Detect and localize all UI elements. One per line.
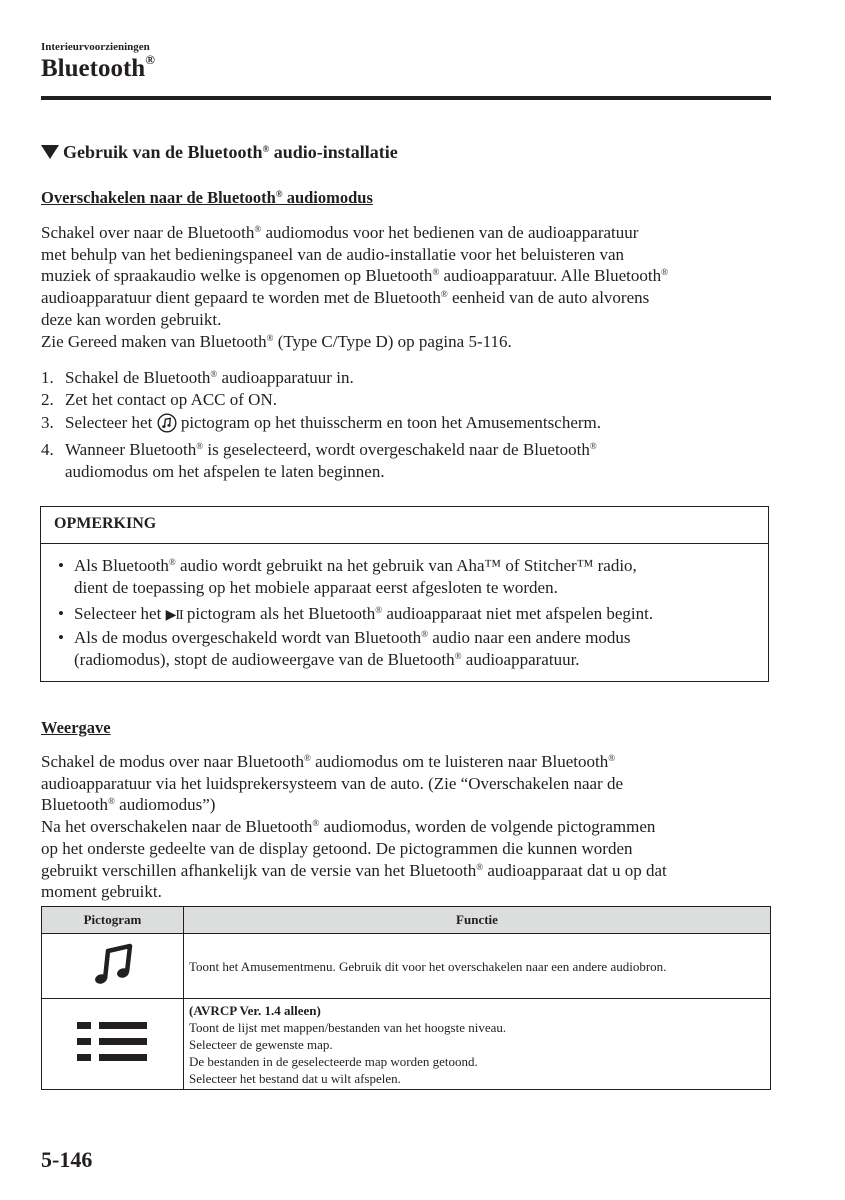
text: audiomodus voor het bedienen van de audioapparatuur	[261, 223, 639, 242]
note-header	[41, 507, 768, 544]
table-row	[42, 999, 771, 1090]
table-desc-cell	[184, 934, 771, 999]
note-title: OPMERKING	[54, 515, 157, 532]
text: (Type C/Type D) op pagina 5-116.	[273, 331, 512, 351]
text: Zie Gereed maken van Bluetooth	[41, 331, 267, 351]
paragraph-line	[41, 309, 668, 331]
text: audioapparatuur in.	[217, 368, 354, 387]
section-heading	[41, 142, 398, 163]
note-item-continuation: dient de toepassing op het mobiele apparaat eerst afgesloten te worden.	[74, 577, 558, 597]
table-row	[42, 934, 771, 999]
desc-line-bold: (AVRCP Ver. 1.4 alleen)	[189, 1002, 321, 1018]
paragraph-line: muziek of spraakaudio welke is opgenomen op Bluetooth® audioapparatuur. Alle Bluetooth®	[41, 266, 668, 286]
text: audioapparatuur dient gepaard te worden met de Bluetooth	[41, 288, 441, 308]
subheading-switch	[41, 188, 373, 208]
note-box	[40, 506, 769, 682]
text: audioapparatuur.	[461, 649, 580, 669]
text: audioapparatuur. Alle Bluetooth	[439, 266, 662, 286]
text: audioapparaat dat u op dat	[483, 860, 667, 880]
text: audiomodus om te luisteren naar Bluetooth	[310, 752, 609, 771]
page-number: 5-146	[41, 1147, 93, 1172]
note-item: • Selecteer het ▶II pictogram als het Bluetooth® audioapparaat niet met afspelen begint.	[58, 604, 654, 624]
text: Selecteer het	[74, 604, 166, 624]
text: Schakel de Bluetooth	[65, 368, 211, 387]
text: pictogram op het thuisscherm en toon het Amusementscherm.	[176, 413, 601, 433]
text: Als Bluetooth	[74, 556, 169, 575]
list-item: 1. Schakel de Bluetooth® audioapparatuur in.	[41, 368, 354, 387]
registered-mark: ®	[275, 189, 283, 199]
paragraph-line: Schakel over naar de Bluetooth® audiomodus voor het bedienen van de audioapparatuur	[41, 223, 639, 242]
text: moment gebruikt.	[41, 882, 162, 902]
subheading-post: audiomodus	[282, 188, 373, 207]
text: Schakel over naar de Bluetooth	[41, 223, 255, 242]
desc-line: Selecteer de gewenste map.	[189, 1036, 333, 1052]
table-icon-cell	[42, 934, 184, 999]
table-icon-cell	[42, 999, 184, 1090]
title-rule	[41, 96, 771, 100]
list-item	[41, 412, 601, 439]
text: Wanneer Bluetooth	[65, 440, 197, 460]
text: Als de modus overgeschakeld wordt van Bluetooth	[74, 628, 422, 648]
paragraph-line	[41, 244, 668, 266]
desc-line: Toont het Amusementmenu. Gebruik dit voor het overschakelen naar een andere audiobron.	[189, 958, 667, 974]
list-icon	[77, 1019, 149, 1065]
text: Bluetooth	[41, 795, 109, 815]
text: deze kan worden gebruikt.	[41, 309, 222, 329]
paragraph-line: Zie Gereed maken van Bluetooth® (Type C/Type D) op pagina 5-116.	[41, 331, 512, 351]
section-label: Interieurvoorzieningen	[41, 41, 150, 53]
step-number: 2.	[41, 389, 54, 409]
list-item-continuation: audiomodus om het afspelen te laten beginnen.	[65, 461, 385, 481]
text: pictogram als het Bluetooth	[182, 604, 376, 624]
subheading-playback: Weergave	[41, 718, 111, 737]
page-title-text: Bluetooth	[41, 55, 146, 82]
page-title	[41, 52, 155, 83]
list-item	[41, 389, 601, 411]
bullet: •	[58, 604, 64, 624]
subheading-pre: Overschakelen naar de Bluetooth	[41, 188, 276, 207]
step-number: 3.	[41, 413, 54, 433]
text: audio wordt gebruikt na het gebruik van Aha™ of Stitcher™ radio,	[175, 556, 637, 575]
triangle-bullet-icon	[41, 145, 59, 159]
note-item: • Als de modus overgeschakeld wordt van Bluetooth® audio naar een andere modus	[58, 628, 631, 648]
paragraph-line	[41, 838, 667, 860]
bullet: •	[58, 556, 64, 575]
text: op het onderste gedeelte van de display getoond. De pictogrammen die kunnen worden	[41, 838, 633, 858]
column-header: Pictogram	[42, 907, 184, 934]
paragraph-line	[41, 881, 667, 903]
heading-pre: Gebruik van de Bluetooth	[63, 142, 263, 162]
heading-post: audio-installatie	[269, 142, 398, 162]
steps-list	[41, 367, 601, 483]
playback-paragraph	[41, 751, 667, 903]
text: is geselecteerd, wordt overgeschakeld naar de Bluetooth	[203, 440, 590, 460]
music-note-icon	[88, 939, 138, 989]
text: audio naar een andere modus	[428, 628, 631, 648]
paragraph-line: audioapparatuur dient gepaard te worden met de Bluetooth® eenheid van de auto alvorens	[41, 288, 650, 308]
list-item: 4. Wanneer Bluetooth® is geselecteerd, wordt overgeschakeld naar de Bluetooth®	[41, 440, 597, 460]
desc-line: De bestanden in de geselecteerde map worden getoond.	[189, 1053, 478, 1069]
text: audioapparatuur via het luidsprekersysteem van de auto. (Zie “Overschakelen naar de	[41, 773, 624, 793]
text: Zet het contact op ACC of ON.	[65, 389, 277, 409]
table-desc-cell	[184, 999, 771, 1090]
note-item: • Als Bluetooth® audio wordt gebruikt na het gebruik van Aha™ of Stitcher™ radio,	[58, 556, 637, 575]
text: audiomodus, worden de volgende pictogrammen	[319, 817, 656, 837]
paragraph-line	[41, 773, 667, 795]
text: Selecteer het	[65, 413, 157, 433]
text: Schakel de modus over naar Bluetooth	[41, 752, 304, 771]
paragraph-line: Schakel de modus over naar Bluetooth® audiomodus om te luisteren naar Bluetooth®	[41, 752, 616, 771]
text: audiomodus”)	[114, 795, 216, 815]
paragraph-line: gebruikt verschillen afhankelijk van de versie van het Bluetooth® audioapparaat dat u op dat	[41, 860, 667, 880]
text: audioapparaat niet met afspelen begint.	[382, 604, 654, 624]
desc-line: Toont de lijst met mappen/bestanden van het hoogste niveau.	[189, 1019, 507, 1035]
registered-mark: ®	[145, 52, 155, 67]
note-item-continuation: (radiomodus), stopt de audioweergave van de Bluetooth® audioapparatuur.	[74, 649, 580, 669]
play-pause-icon: ▶II	[165, 608, 183, 624]
desc-line: Selecteer het bestand dat u wilt afspelen.	[189, 1070, 401, 1086]
icon-table	[41, 906, 771, 1090]
text: muziek of spraakaudio welke is opgenomen op Bluetooth	[41, 266, 433, 286]
switch-paragraph	[41, 222, 668, 352]
music-note-circle-icon	[157, 413, 177, 439]
text: (radiomodus), stopt de audioweergave van de Bluetooth	[74, 649, 455, 669]
paragraph-line: Na het overschakelen naar de Bluetooth® audiomodus, worden de volgende pictogrammen	[41, 817, 656, 837]
table-header-row	[42, 907, 771, 934]
step-number: 4.	[41, 440, 54, 460]
column-header: Functie	[184, 907, 771, 934]
bullet: •	[58, 628, 64, 648]
text: Na het overschakelen naar de Bluetooth	[41, 817, 313, 837]
registered-mark: ®	[262, 144, 270, 154]
text: met behulp van het bedieningspaneel van de audio-installatie voor het beluisteren van	[41, 244, 625, 264]
note-list	[58, 555, 653, 671]
paragraph-line: Bluetooth® audiomodus”)	[41, 795, 216, 815]
step-number: 1.	[41, 368, 54, 387]
text: eenheid van de auto alvorens	[447, 288, 650, 308]
text: gebruikt verschillen afhankelijk van de versie van het Bluetooth	[41, 860, 477, 880]
